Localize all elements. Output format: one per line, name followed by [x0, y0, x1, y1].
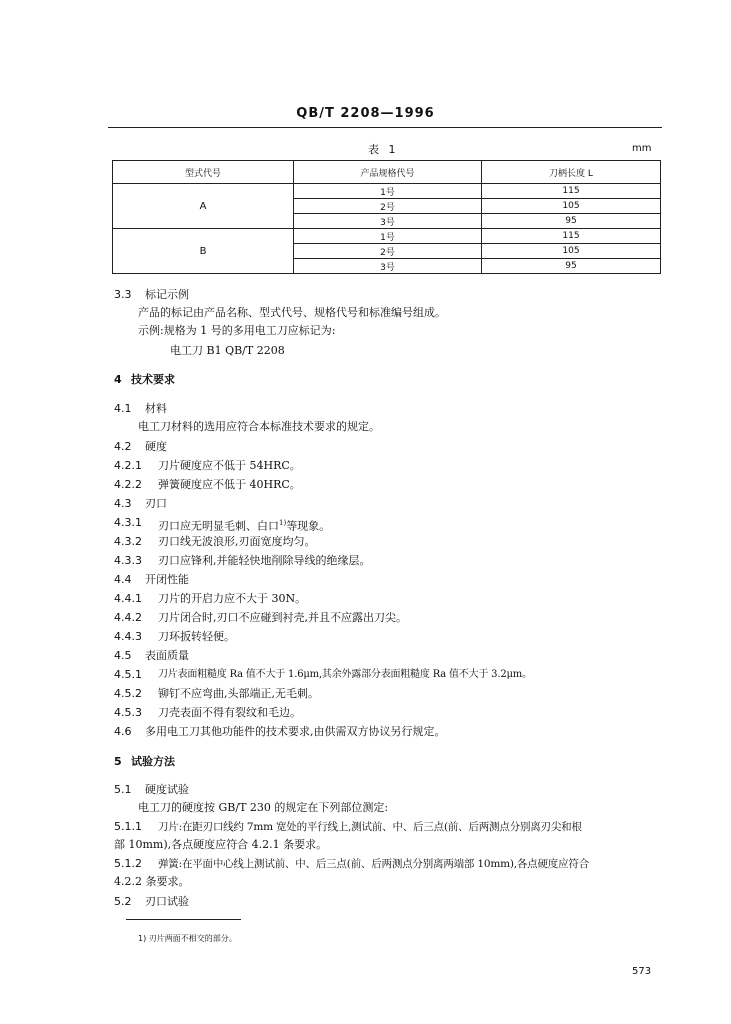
clause-text: 标记示例: [145, 288, 189, 301]
clause-text: 刀片表面粗糙度 Ra 值不大于 1.6μm,其余外露部分表面粗糙度 Ra 值不大于 3.2μm。: [158, 669, 532, 680]
spec-cell: 1号: [294, 184, 482, 199]
section-number: 5: [114, 755, 122, 768]
clause-number: 5.1.1: [114, 820, 142, 833]
length-cell: 95: [482, 259, 661, 274]
clause-number: 4.6: [114, 725, 132, 738]
clause-number: 4.3.1: [114, 516, 142, 529]
header-rule: [108, 127, 662, 128]
clause-text: 刀片的开启力应不大于 30N。: [158, 592, 307, 605]
clause-text: 刃口试验: [145, 895, 189, 908]
clause-number: 5.1.2: [114, 857, 142, 870]
clause-number: 4.5: [114, 649, 132, 662]
clause-text: 产品的标记由产品名称、型式代号、规格代号和标准编号组成。: [138, 306, 446, 319]
clause-text: 多用电工刀其他功能件的技术要求,由供需双方协议另行规定。: [145, 725, 446, 738]
clause-number: 4.4.3: [114, 630, 142, 643]
clause-text: 材料: [145, 402, 167, 415]
spec-cell: 2号: [294, 199, 482, 214]
clause-text: 刀片闭合时,刃口不应碰到衬壳,并且不应露出刀尖。: [158, 611, 407, 624]
clause-number: 4.5.3: [114, 706, 142, 719]
length-cell: 115: [482, 184, 661, 199]
spec-table: [112, 160, 661, 274]
table-unit: mm: [632, 143, 652, 154]
col-header-type: 型式代号: [113, 161, 294, 184]
type-cell: A: [113, 184, 294, 229]
table-caption: 表 1: [368, 143, 399, 156]
clause-text-main: 刃口应无明显毛刺、白口: [158, 519, 279, 533]
clause-text: 刃口: [145, 497, 167, 510]
footnote: 1) 刃片两面不相交的部分。: [138, 934, 237, 943]
footnote-ref: 1): [279, 519, 287, 527]
clause-text: 弹簧硬度应不低于 40HRC。: [158, 478, 301, 491]
clause-number: 4.2.2: [114, 478, 142, 491]
clause-text: 铆钉不应弯曲,头部端正,无毛刺。: [158, 687, 319, 700]
clause-text: 刀环扳转轻便。: [158, 630, 235, 643]
clause-text: 刀片:在距刃口线约 7mm 宽处的平行线上,测试前、中、后三点(前、后两测点分别离刃尖和根: [158, 821, 582, 833]
clause-number: 4.4.2: [114, 611, 142, 624]
clause-number: 4.5.1: [114, 668, 142, 681]
clause-number: 4.4.1: [114, 592, 142, 605]
clause-text-tail: 等现象。: [286, 519, 331, 533]
clause-text: 电工刀材料的选用应符合本标准技术要求的规定。: [138, 420, 380, 433]
col-header-length: 刀柄长度 L: [482, 161, 661, 184]
clause-number: 4.3.2: [114, 535, 142, 548]
clause-text: 4.2.2 条要求。: [114, 875, 190, 888]
clause-number: 4.4: [114, 573, 132, 586]
length-cell: 105: [482, 244, 661, 259]
section-title: 试验方法: [131, 755, 175, 768]
clause-number: 4.3: [114, 497, 132, 510]
length-cell: 105: [482, 199, 661, 214]
clause-number: 4.2: [114, 440, 132, 453]
clause-text: 表面质量: [145, 649, 189, 662]
clause-text: 硬度试验: [145, 783, 189, 796]
type-cell: B: [113, 229, 294, 274]
spec-cell: 1号: [294, 229, 482, 244]
clause-text: 硬度: [145, 440, 167, 453]
table-row: [113, 229, 661, 244]
clause-number: 5.1: [114, 783, 132, 796]
clause-text: 刃口线无波浪形,刃面宽度均匀。: [158, 535, 316, 548]
clause-text: 开闭性能: [145, 573, 189, 586]
clause-text: 弹簧:在平面中心线上测试前、中、后三点(前、后两测点分别离两端部 10mm),各点硬度应符合: [158, 858, 589, 870]
clause-text: [158, 516, 330, 534]
standard-header: QB/T 2208—1996: [296, 106, 435, 121]
marking-example: 电工刀 B1 QB/T 2208: [170, 344, 285, 357]
length-cell: 115: [482, 229, 661, 244]
spec-cell: 3号: [294, 214, 482, 229]
clause-text: 刀片硬度应不低于 54HRC。: [158, 459, 301, 472]
clause-number: 5.2: [114, 895, 132, 908]
clause-number: 4.2.1: [114, 459, 142, 472]
table-row: [113, 184, 661, 199]
clause-number: 4.5.2: [114, 687, 142, 700]
footnote-separator: [126, 919, 241, 920]
clause-text: 刀壳表面不得有裂纹和毛边。: [158, 706, 301, 719]
clause-text: 示例:规格为 1 号的多用电工刀应标记为:: [138, 324, 336, 337]
page-number: 573: [632, 966, 652, 977]
clause-text: 部 10mm),各点硬度应符合 4.2.1 条要求。: [114, 838, 328, 851]
clause-number: 4.1: [114, 402, 132, 415]
spec-cell: 2号: [294, 244, 482, 259]
col-header-spec: 产品规格代号: [294, 161, 482, 184]
clause-text: 电工刀的硬度按 GB/T 230 的规定在下列部位测定:: [138, 801, 389, 814]
clause-text: 刃口应锋利,并能轻快地削除导线的绝缘层。: [158, 554, 371, 567]
clause-number: 3.3: [114, 288, 132, 301]
spec-cell: 3号: [294, 259, 482, 274]
clause-number: 4.3.3: [114, 554, 142, 567]
section-title: 技术要求: [131, 373, 175, 386]
length-cell: 95: [482, 214, 661, 229]
section-number: 4: [114, 373, 122, 386]
